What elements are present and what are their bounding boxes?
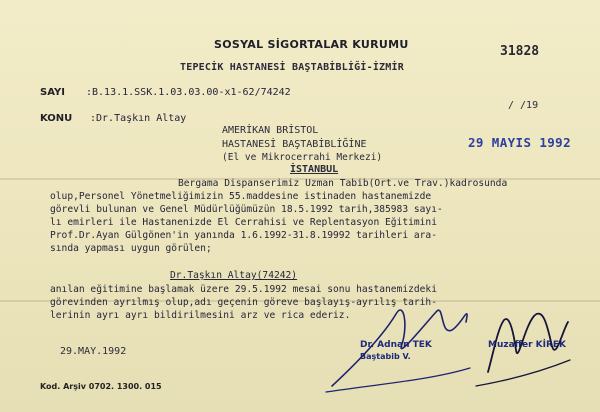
body-line: Prof.Dr.Ayan Gülgönen'in yanında 1.6.1992-31.8.19992 tarihleri ara- xyxy=(50,230,437,241)
recipient-city: İSTANBUL xyxy=(290,164,339,175)
recipient-line-1: AMERİKAN BRİSTOL xyxy=(222,125,319,136)
konu-label: KONU xyxy=(40,113,73,124)
body-line: görevinden ayrılmış olup,adı geçenin göreve başlayış-ayrılış tarih- xyxy=(50,297,437,308)
date-stamp: 29 MAYIS 1992 xyxy=(468,135,572,150)
recipient-line-2: HASTANESİ BAŞTABİBLİĞİNE xyxy=(222,139,367,150)
serial-number: 31828 xyxy=(500,44,540,59)
body-line: görevli bulunan ve Genel Müdürlüğümüzün 18.5.1992 tarih,385983 sayı- xyxy=(50,204,443,215)
body-line: olup,Personel Yönetmeliğimizin 55.maddesine istinaden hastanemizde xyxy=(50,191,432,202)
signature-date: 29.MAY.1992 xyxy=(60,346,127,357)
archive-code: Kod. Arşiv 0702. 1300. 015 xyxy=(40,382,162,391)
signature-2-scribble xyxy=(488,314,568,372)
body-line: sında yapması uygun görülen; xyxy=(50,243,212,254)
signature-1-scribble xyxy=(332,310,467,386)
body-subject-name: Dr.Taşkın Altay(74242) xyxy=(170,270,298,281)
sayi-value: :B.13.1.SSK.1.03.03.00-x1-62/74242 xyxy=(86,87,291,98)
sayi-label: SAYI xyxy=(40,87,65,98)
recipient-line-3: (El ve Mikrocerrahi Merkezi) xyxy=(222,152,383,163)
signer-2-name-stamp: Muzaffer KİREK xyxy=(488,340,567,350)
body-line: anılan eğitimine başlamak üzere 29.5.1992 mesai sonu hastanemizdeki xyxy=(50,284,437,295)
body-line: lerinin ayrı ayrı bildirilmesini arz ve rica ederiz. xyxy=(50,310,351,321)
body-line: Bergama Dispanserimiz Uzman Tabib(Ort.ve Trav.)kadrosunda xyxy=(178,178,508,189)
hospital-heading: TEPECİK HASTANESİ BAŞTABİBLİĞİ-İZMİR xyxy=(180,62,404,73)
organization-heading: SOSYAL SİGORTALAR KURUMU xyxy=(214,38,409,51)
body-line: lı emirleri ile Hastanenizde El Cerrahisi ve Replentasyon Eğitimini xyxy=(50,217,437,228)
signer-1-name-stamp: Dr. Adnan TEK xyxy=(360,340,432,350)
date-placeholder: / /19 xyxy=(508,100,539,111)
konu-value: :Dr.Taşkın Altay xyxy=(90,113,187,124)
signer-1-title-stamp: Baştabib V. xyxy=(360,352,411,361)
